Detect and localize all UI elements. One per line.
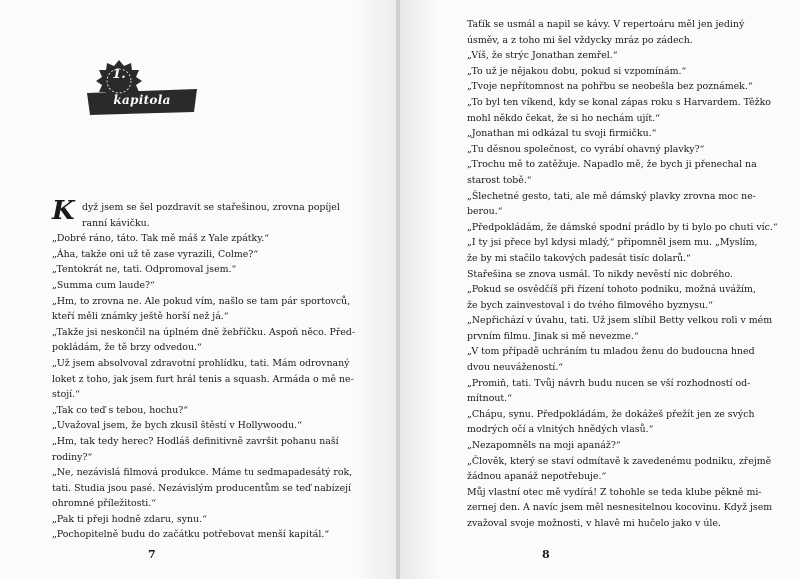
text-line: „Hm, to zrovna ne. Ale pokud vím, našlo se tam pár sportovců, (52, 295, 351, 307)
text-line: mítnout.“ (467, 393, 512, 405)
right-page-text (467, 17, 778, 532)
text-line: že bych zainvestoval i do tvého filmového byznysu.“ (467, 299, 713, 311)
chapter-badge-shape (82, 60, 202, 120)
text-line: „To byl ten víkend, kdy se konal zápas roku s Harvardem. Těžko (467, 96, 771, 108)
text-line: „Tvoje nepřítomnost na pohřbu se neobešla bez poznámek.“ (467, 81, 753, 93)
opening-paragraph (52, 196, 352, 231)
text-line: loket z toho, jak jsem furt hrál tenis a squash. Armáda o mě ne- (52, 373, 354, 385)
text-line: úsměv, a z toho mi šel vždycky mráz po zádech. (467, 34, 693, 46)
text-line: „Tu děsnou společnost, co vyrábí ohavný plavky?“ (467, 143, 705, 155)
text-line: zvažoval svoje možnosti, v hlavě mi hučelo jako v úle. (467, 518, 721, 529)
text-line: dvou neuvážeností.“ (467, 362, 563, 374)
text-line: „Člověk, který se staví odmítavě k zavedenému podniku, zřejmě (467, 455, 772, 467)
page-number: 7 (148, 548, 156, 561)
left-page-text (52, 196, 356, 543)
text-line: „Tentokrát ne, tati. Odpromoval jsem.“ (52, 264, 237, 276)
text-line: „Summa cum laude?“ (52, 279, 155, 291)
text-line: „Chápu, synu. Předpokládám, že dokážeš přežít jen ze svých (467, 408, 755, 420)
text-line: zernej den. A navíc jsem měl nesnesitelnou kocovinu. Když jsem (467, 502, 773, 514)
text-line: „Promiň, tati. Tvůj návrh budu nucen se vší rozhodností od- (467, 377, 751, 389)
page-number: 8 (542, 548, 550, 561)
right-page (400, 0, 800, 579)
text-line: „Pak ti přeji hodně zdaru, synu.“ (52, 513, 207, 525)
chapter-badge (82, 60, 202, 120)
text-line: Můj vlastní otec mě vydírá! Z tohohle se teda klube pěkně mi- (467, 486, 762, 498)
text-line: Taťík se usmál a napil se kávy. V repertoáru měl jen jediný (467, 19, 745, 30)
text-line: „Uvažoval jsem, že bych zkusil štěstí v Hollywoodu.“ (52, 420, 302, 432)
text-line: modrých očí a vlnitých hnědých vlasů.“ (467, 424, 654, 436)
text-line: „Předpokládám, že dámské spodní prádlo by ti bylo po chuti víc.“ (467, 221, 778, 233)
text-line: starost tobě.“ (467, 174, 532, 186)
text-line: „Víš, že strýc Jonathan zemřel.“ (467, 50, 618, 62)
text-line: mohl někdo čekat, že si ho nechám ujít.“ (467, 112, 660, 124)
text-line: „Takže jsi neskončil na úplném dně žebříčku. Aspoň něco. Před- (52, 326, 356, 338)
text-line: stojí.“ (52, 389, 80, 401)
text-line: tati. Studia jsou pasé. Nezávislým producentům se teď nabízejí (52, 482, 352, 494)
text-line: „V tom případě uchráním tu mladou ženu do budoucna hned (467, 346, 755, 358)
text-line: že by mi stačilo takových padesát tisíc dolarů.“ (467, 252, 691, 264)
text-line: „Nepřichází v úvahu, tati. Už jsem slíbil Betty velkou roli v mém (467, 315, 773, 327)
text-line: dyž jsem se šel pozdravit se stařešinou, zrovna popíjel (82, 202, 340, 213)
text-line: „Už jsem absolvoval zdravotní prohlídku, tati. Mám odrovnaný (52, 357, 350, 369)
text-line: „Šlechetné gesto, tati, ale mě dámský plavky zrovna moc ne- (467, 190, 756, 202)
text-line: žádnou apanáž nepotřebuje.“ (467, 471, 607, 483)
text-line: kteří měli známky ještě horší než já.“ (52, 311, 229, 323)
text-line: „Jonathan mi odkázal tu svoji firmičku.“ (467, 128, 657, 140)
text-line: „Trochu mě to zatěžuje. Napadlo mě, že bych ji přenechal na (467, 159, 757, 171)
chapter-number: 1. (112, 67, 126, 82)
text-line: ranní kávičku. (82, 217, 150, 229)
text-line: „Hm, tak tedy herec? Hodláš definitivně završit pohanu naší (52, 435, 339, 447)
text-line: ohromné příležitosti.“ (52, 498, 156, 510)
text-line: „Pokud se osvědčíš při řízení tohoto podniku, možná uvážím, (467, 284, 756, 296)
text-line: rodiny?“ (52, 451, 93, 463)
chapter-label: kapitola (113, 93, 171, 107)
text-line: „Pochopitelně budu do začátku potřebovat menší kapitál.“ (52, 529, 330, 541)
text-line: „Tak co teď s tebou, hochu?“ (52, 404, 189, 416)
text-line: pokládám, že tě brzy odvedou.“ (52, 342, 202, 354)
text-line: „Áha, takže oni už tě zase vyrazili, Colme?“ (52, 248, 259, 260)
text-line: „Nezapomněls na moji apanáž?“ (467, 440, 621, 452)
text-line: Stařešina se znova usmál. To nikdy nevěstí nic dobrého. (467, 268, 733, 280)
text-line: prvním filmu. Jinak si mě nevezme.“ (467, 330, 639, 342)
text-line: „Dobré ráno, táto. Tak mě máš z Yale zpátky.“ (52, 233, 270, 245)
text-line: „I ty jsi přece byl kdysi mladý,“ připomněl jsem mu. „Myslím, (467, 237, 758, 249)
text-line: „To už je nějakou dobu, pokud si vzpomínám.“ (467, 65, 687, 77)
text-line: „Ne, nezávislá filmová produkce. Máme tu sedmapadesátý rok, (52, 467, 353, 479)
text-line: berou.“ (467, 206, 503, 218)
drop-cap: K (52, 196, 75, 226)
